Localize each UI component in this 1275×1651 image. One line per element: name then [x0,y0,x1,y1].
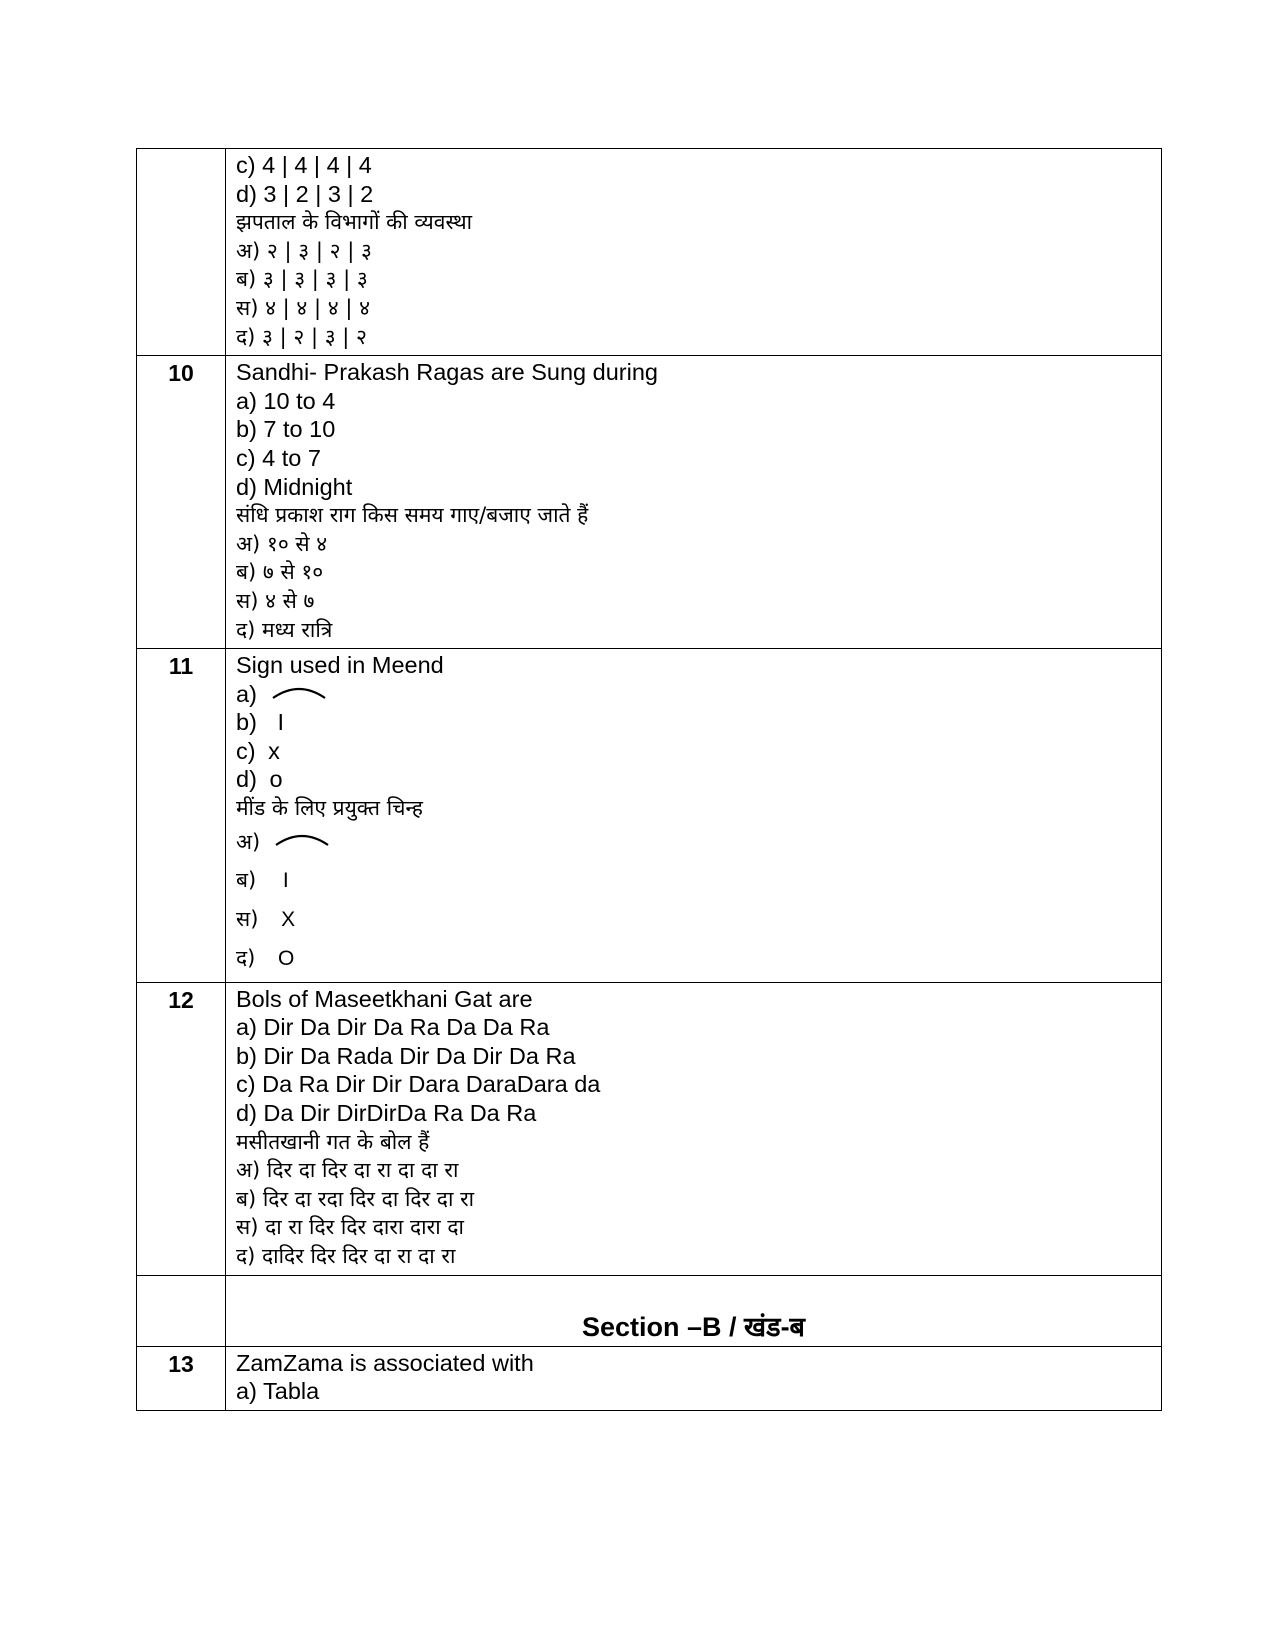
option-a: a) Dir Da Dir Da Ra Da Da Ra [236,1014,550,1041]
option-symbol: o [269,766,283,793]
hindi-option-d: द) ३ | २ | ३ | २ [236,324,367,349]
option-label: b) [236,709,257,736]
option-label: द) [236,945,256,970]
option-label: ब) [236,867,257,892]
table-row [137,1275,1162,1346]
option-a: a) Tabla [236,1378,320,1405]
option-label: a) [236,680,257,707]
question-table [136,148,1162,1411]
option-symbol: X [281,907,296,931]
hindi-option-d: द) मध्य रात्रि [236,617,333,642]
question-number-cell [137,1275,226,1346]
option-c: c) 4 to 7 [236,444,321,471]
option-label: स) [236,906,259,931]
hindi-option-a: अ) २ | ३ | २ | ३ [236,238,372,263]
question-text: Sign used in Meend [236,652,444,679]
option-d: d) Da Dir DirDirDa Ra Da Ra [236,1100,537,1127]
question-content-cell [226,149,1162,356]
question-number: 10 [137,356,226,649]
question-text: Bols of Maseetkhani Gat are [236,985,533,1012]
option-b: b) Dir Da Rada Dir Da Dir Da Ra [236,1042,576,1069]
hindi-question: मींड के लिए प्रयुक्त चिन्ह [236,796,423,821]
option-c: c) Da Ra Dir Dir Dara DaraDara da [236,1071,601,1098]
hindi-option-b: ब) ७ से १० [236,560,324,585]
hindi-question: संधि प्रकाश राग किस समय गाए/बजाए जाते हैं [236,503,589,528]
arc-icon [274,823,330,861]
option-c [236,737,1161,766]
question-content-cell [226,982,1162,1275]
arc-icon [271,680,327,709]
hindi-option-b [236,861,1161,900]
option-b: b) 7 to 10 [236,416,336,443]
option-label: d) [236,766,257,793]
option-c: c) 4 | 4 | 4 | 4 [236,152,372,178]
hindi-question: झपताल के विभागों की व्यवस्था [236,210,473,235]
option-label: अ) [236,829,261,854]
option-label: c) [236,737,256,764]
hindi-question: मसीतखानी गत के बोल हैं [236,1129,430,1154]
hindi-option-a: अ) दिर दा दिर दा रा दा दा रा [236,1158,459,1183]
hindi-option-b: ब) दिर दा रदा दिर दा दिर दा रा [236,1186,475,1211]
hindi-option-c: स) ४ | ४ | ४ | ४ [236,295,371,320]
question-content-cell [226,1346,1162,1410]
hindi-option-d [236,939,1161,978]
option-symbol: x [268,737,280,764]
question-number-cell [137,149,226,356]
option-b [236,708,1161,737]
table-row [137,1346,1162,1410]
question-text: ZamZama is associated with [236,1349,534,1376]
table-row [137,149,1162,356]
question-content-cell [226,649,1162,983]
question-text: Sandhi- Prakash Ragas are Sung during [236,359,658,386]
hindi-option-a [236,823,1161,861]
hindi-option-d: द) दादिर दिर दिर दा रा दा रा [236,1244,456,1268]
option-d [236,765,1161,794]
hindi-option-b: ब) ३ | ३ | ३ | ३ [236,267,368,292]
table-row [137,649,1162,983]
section-header-cell [226,1275,1162,1346]
option-d: d) Midnight [236,473,353,500]
section-title: Section –B / खंड-ब [582,1311,805,1342]
hindi-option-a: अ) १० से ४ [236,531,328,556]
option-a: a) 10 to 4 [236,387,336,414]
option-a [236,680,1161,709]
hindi-option-c: स) दा रा दिर दिर दारा दारा दा [236,1215,464,1240]
option-symbol: I [277,709,284,736]
table-row [137,982,1162,1275]
hindi-option-c: स) ४ से ७ [236,588,315,613]
table-row [137,356,1162,649]
option-symbol: O [278,946,295,970]
question-content-cell [226,356,1162,649]
option-symbol: I [282,868,289,892]
question-number: 11 [137,649,226,983]
question-number: 12 [137,982,226,1275]
option-d: d) 3 | 2 | 3 | 2 [236,180,374,207]
question-number: 13 [137,1346,226,1410]
hindi-option-c [236,900,1161,939]
